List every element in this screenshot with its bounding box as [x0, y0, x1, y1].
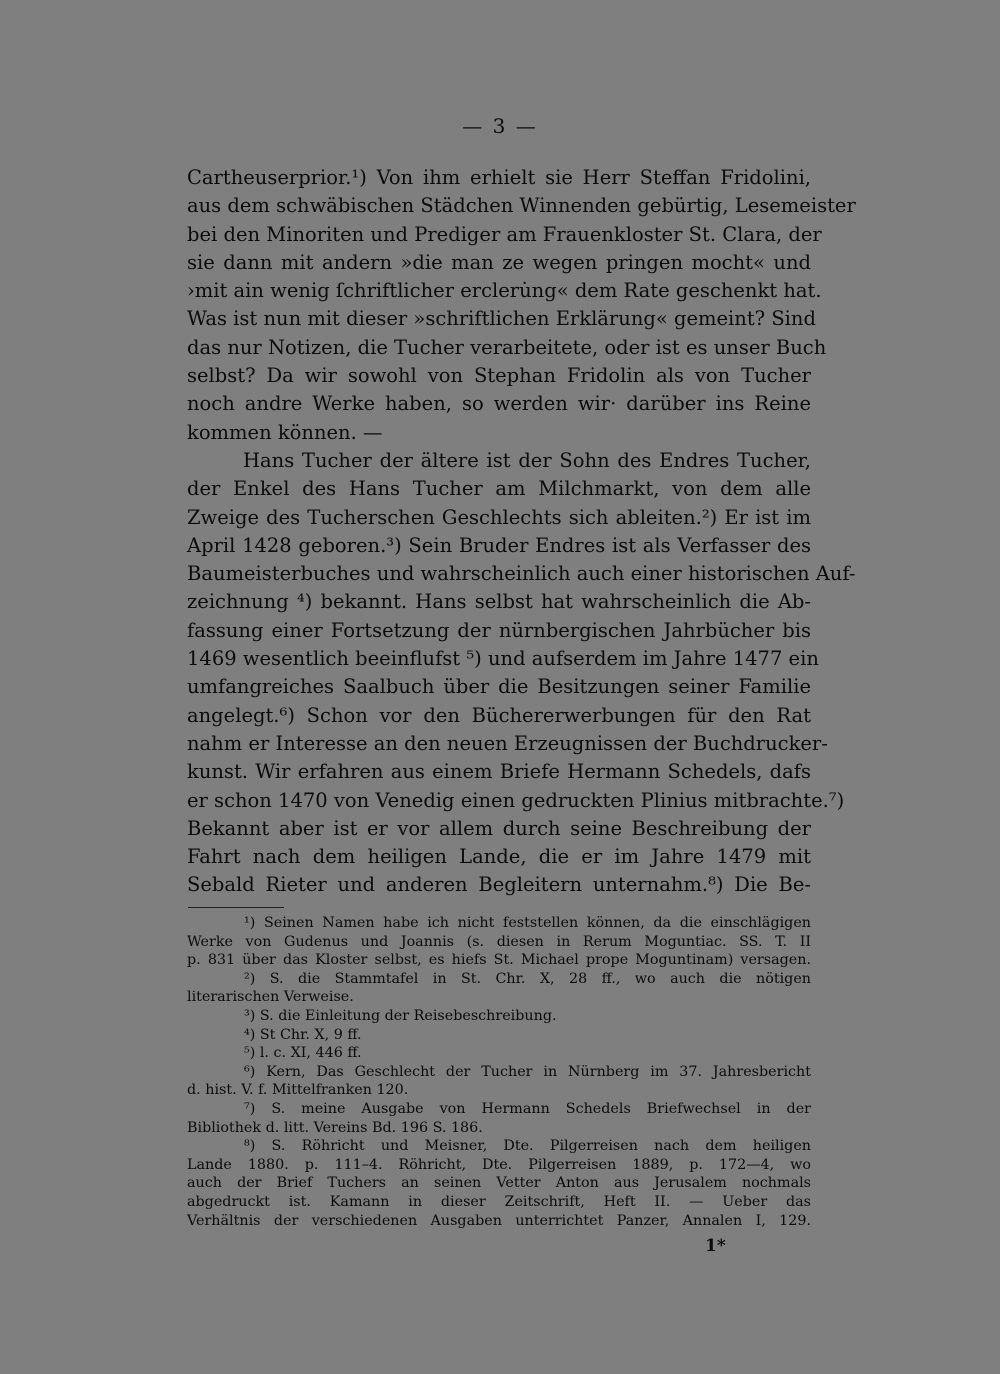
footnote-line: ³) S. die Einleitung der Reisebeschreibung.	[244, 1007, 557, 1024]
footnote-line: ⁸) S. Röhricht und Meisner, Dte. Pilgerreisen nach dem heiligen	[244, 1138, 811, 1155]
body-line: nahm er Interesse an den neuen Erzeugnissen der Buchdrucker-	[187, 731, 828, 755]
body-line: zeichnung ⁴) bekannt. Hans selbst hat wahrscheinlich die Ab-	[187, 590, 811, 614]
footnote-line: Verhältnis der verschiedenen Ausgaben unterrichtet Panzer, Annalen I, 129.	[187, 1212, 811, 1229]
body-line: aus dem schwäbischen Städchen Winnenden gebürtig, Lesemeister	[187, 194, 856, 218]
body-line: Zweige des Tucherschen Geschlechts sich ableiten.²) Er ist im	[187, 505, 811, 529]
footnote-line: ²) S. die Stammtafel in St. Chr. X, 28 ff., wo auch die nötigen	[244, 970, 811, 987]
body-line: April 1428 geboren.³) Sein Bruder Endres ist als Verfasser des	[187, 533, 811, 557]
body-line: bei den Minoriten und Prediger am Frauenkloster St. Clara, der	[187, 222, 822, 246]
body-line: selbst? Da wir sowohl von Stephan Fridolin als von Tucher	[187, 364, 811, 388]
footnote-line: ⁵) l. c. XI, 446 ff.	[244, 1045, 362, 1062]
body-line: fassung einer Fortsetzung der nürnbergischen Jahrbücher bis	[187, 618, 811, 642]
footnote-line: ⁶) Kern, Das Geschlecht der Tucher in Nürnberg im 37. Jahresbericht	[244, 1063, 811, 1080]
footnote-line: ⁴) St Chr. X, 9 ff.	[244, 1026, 362, 1043]
footnote-line: d. hist. V. f. Mittelfranken 120.	[187, 1082, 409, 1099]
body-line: Hans Tucher der ältere ist der Sohn des Endres Tucher,	[243, 448, 811, 472]
footnote-line: Bibliothek d. litt. Vereins Bd. 196 S. 186.	[187, 1119, 483, 1136]
body-line: der Enkel des Hans Tucher am Milchmarkt, von dem alle	[187, 477, 811, 501]
body-line: Fahrt nach dem heiligen Lande, die er im Jahre 1479 mit	[187, 845, 811, 869]
body-line: angelegt.⁶) Schon vor den Büchererwerbungen für den Rat	[187, 703, 811, 727]
footnotes	[187, 914, 811, 1230]
body-text	[187, 164, 856, 900]
body-line: Cartheuserprior.¹) Von ihm erhielt sie Herr Steffan Fridolini,	[187, 166, 811, 189]
body-line: Baumeisterbuches und wahrscheinlich auch einer historischen Auf-	[187, 562, 856, 586]
body-line: er schon 1470 von Venedig einen gedruckten Plinius mitbrachte.⁷)	[187, 788, 845, 812]
body-line: 1469 wesentlich beeinflufst ⁵) und aufserdem im Jahre 1477 ein	[187, 647, 819, 671]
body-line: das nur Notizen, die Tucher verarbeitete, oder ist es unser Buch	[187, 335, 827, 359]
footnote-line: literarischen Verweise.	[187, 989, 354, 1006]
footnote-line: p. 831 über das Kloster selbst, es hiefs St. Michael prope Moguntinam) versagen.	[187, 952, 811, 969]
footnote-line: Lande 1880. p. 111–4. Röhricht, Dte. Pilgerreisen 1889, p. 172—4, wo	[187, 1156, 811, 1173]
body-line: Sebald Rieter und anderen Begleitern unternahm.⁸) Die Be-	[187, 873, 811, 897]
body-line: sie dann mit andern »die man ze wegen pringen mocht« und	[187, 250, 811, 274]
footnote-line: ⁷) S. meine Ausgabe von Hermann Schedels Briefwechsel in der	[244, 1100, 811, 1117]
signature-mark: 1*	[705, 1236, 726, 1256]
footnote-line: ¹) Seinen Namen habe ich nicht feststellen können, da die einschlägigen	[244, 915, 811, 931]
footnote-rule	[188, 907, 284, 908]
body-line: umfangreiches Saalbuch über die Besitzungen seiner Familie	[187, 675, 811, 699]
body-line: Was ist nun mit dieser »schriftlichen Erklärung« gemeint? Sind	[187, 307, 816, 331]
body-line: noch andre Werke haben, so werden wir· darüber ins Reine	[187, 392, 811, 416]
footnote-line: abgedruckt ist. Kamann in dieser Zeitschrift, Heft II. — Ueber das	[187, 1193, 811, 1210]
body-line: ›mit ain wenig ſchriftlicher ercleru̇ng« dem Rate geschenkt hat.	[187, 279, 822, 303]
footnote-line: Werke von Gudenus und Joannis (s. diesen in Rerum Moguntiac. SS. T. II	[187, 933, 811, 950]
footnote-line: auch der Brief Tuchers an seinen Vetter Anton aus Jerusalem nochmals	[187, 1175, 811, 1192]
page-number: — 3 —	[462, 114, 538, 138]
body-line: kommen können. —	[187, 420, 383, 444]
body-line: kunst. Wir erfahren aus einem Briefe Hermann Schedels, dafs	[187, 760, 811, 784]
body-line: Bekannt aber ist er vor allem durch seine Beschreibung der	[187, 816, 811, 840]
